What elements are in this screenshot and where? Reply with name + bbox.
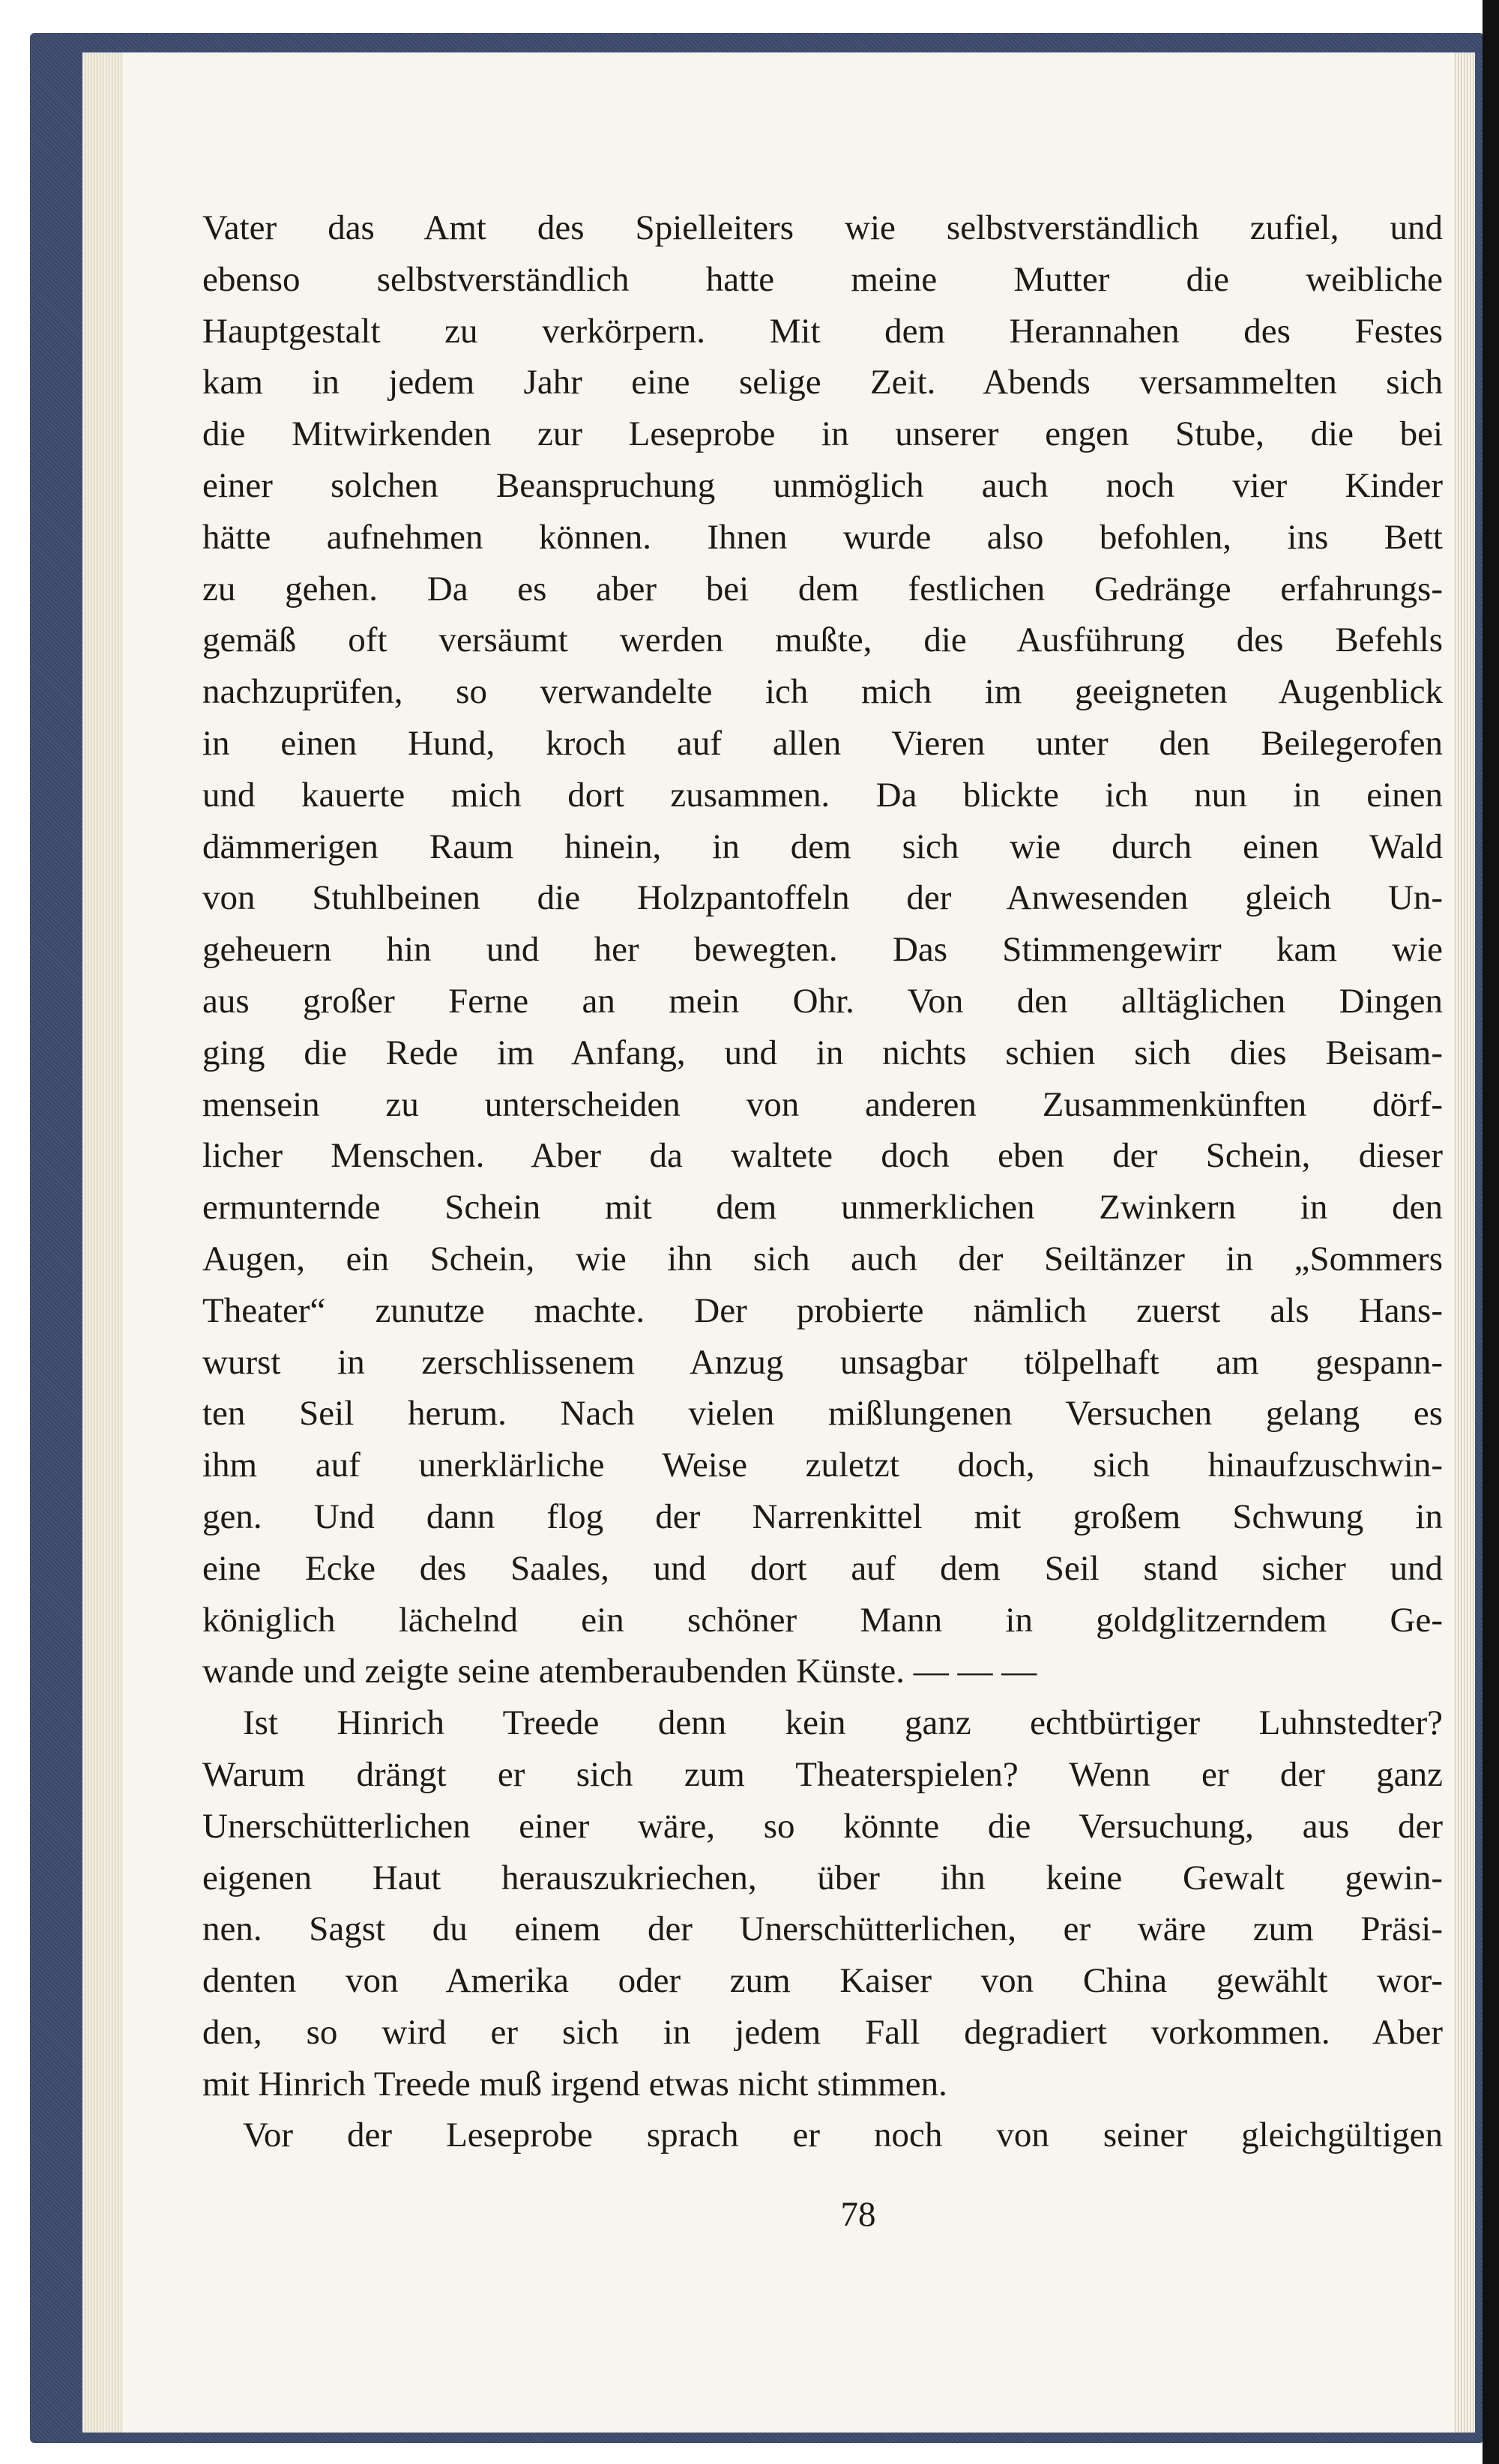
text-line: in einen Hund, kroch auf allen Vieren unter den Beilegerofen [202,723,1443,763]
page-stack-edge-right [1453,52,1475,2433]
text-line: Unerschütterlichen einer wäre, so könnte die Versuchung, aus der [202,1806,1443,1846]
text-line: wande und zeigte seine atemberaubenden Künste. — — — [202,1652,1037,1691]
text-line: Vor der Leseprobe sprach er noch von seiner gleichgültigen [243,2116,1443,2155]
text-line: den, so wird er sich in jedem Fall degradiert vorkommen. Aber [202,2012,1443,2052]
page-number: 78 [840,2195,876,2234]
text-line: eigenen Haut herauszukriechen, über ihn keine Gewalt gewin- [202,1858,1443,1897]
text-line: zu gehen. Da es aber bei dem festlichen Gedränge erfahrungs- [202,569,1443,609]
text-line: Theater“ zunutze machte. Der probierte nämlich zuerst als Hans- [202,1290,1443,1330]
text-line: einer solchen Beanspruchung unmöglich auch noch vier Kinder [202,465,1443,505]
text-line: nen. Sagst du einem der Unerschütterlichen, er wäre zum Präsi- [202,1909,1443,1949]
text-line: hätte aufnehmen können. Ihnen wurde also befohlen, ins Bett [202,517,1443,557]
text-line: königlich lächelnd ein schöner Mann in goldglitzerndem Ge- [202,1600,1443,1640]
text-line: ermunternde Schein mit dem unmerklichen Zwinkern in den [202,1188,1443,1228]
text-line: Warum drängt er sich zum Theaterspielen? Wenn er der ganz [202,1754,1443,1794]
text-line: ebenso selbstverständlich hatte meine Mutter die weibliche [202,259,1443,299]
text-line: kam in jedem Jahr eine selige Zeit. Abends versammelten sich [202,363,1443,402]
text-line: die Mitwirkenden zur Leseprobe in unserer engen Stube, die bei [202,414,1443,454]
text-line: Ist Hinrich Treede denn kein ganz echtbürtiger Luhnstedter? [243,1703,1443,1743]
text-line: nachzuprüfen, so verwandelte ich mich im geeigneten Augenblick [202,672,1443,712]
text-line: gen. Und dann flog der Narrenkittel mit großem Schwung in [202,1497,1443,1536]
text-line: ten Seil herum. Nach vielen mißlungenen Versuchen gelang es [202,1394,1443,1434]
text-line: Hauptgestalt zu verkörpern. Mit dem Herannahen des Festes [202,311,1443,351]
body-text [202,202,1443,2161]
text-line: Vater das Amt des Spielleiters wie selbstverständlich zufiel, und [202,208,1443,247]
text-line: denten von Amerika oder zum Kaiser von China gewählt wor- [202,1961,1443,2001]
text-line: aus großer Ferne an mein Ohr. Von den alltäglichen Dingen [202,981,1443,1021]
background-edge [1483,0,1499,2464]
text-line: mit Hinrich Treede muß irgend etwas nicht stimmen. [202,2064,947,2104]
text-line: ging die Rede im Anfang, und in nichts schien sich dies Beisam- [202,1033,1443,1072]
text-line: licher Menschen. Aber da waltete doch eben der Schein, dieser [202,1136,1443,1176]
text-line: gemäß oft versäumt werden mußte, die Ausführung des Befehls [202,620,1443,660]
text-line: mensein zu unterscheiden von anderen Zusammenkünften dörf- [202,1084,1443,1124]
text-line: und kauerte mich dort zusammen. Da blickte ich nun in einen [202,775,1443,815]
text-line: Augen, ein Schein, wie ihn sich auch der Seiltänzer in „Sommers [202,1239,1443,1278]
text-line: ihm auf unerklärliche Weise zuletzt doch, sich hinaufzuschwin- [202,1446,1443,1485]
text-line: von Stuhlbeinen die Holzpantoffeln der Anwesenden gleich Un- [202,878,1443,918]
text-line: wurst in zerschlissenem Anzug unsagbar tölpelhaft am gespann- [202,1342,1443,1382]
text-line: eine Ecke des Saales, und dort auf dem Seil stand sicher und [202,1548,1443,1588]
text-line: geheuern hin und her bewegten. Das Stimmengewirr kam wie [202,930,1443,970]
page-stack-edge-left [82,52,124,2433]
text-line: dämmerigen Raum hinein, in dem sich wie durch einen Wald [202,827,1443,866]
